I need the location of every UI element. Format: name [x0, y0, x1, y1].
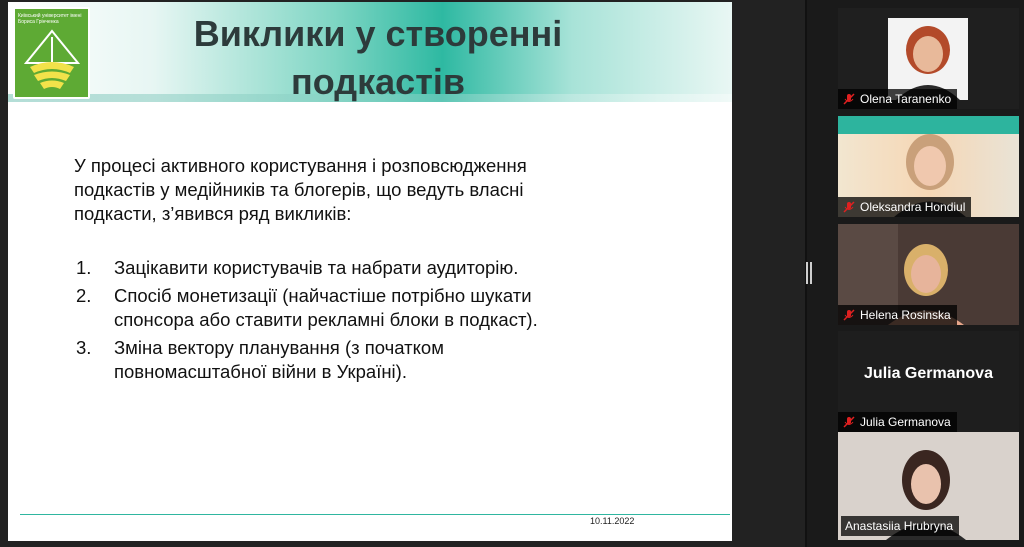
slide-intro-text — [74, 154, 634, 226]
participant-tile[interactable] — [838, 8, 1019, 109]
list-item-text: Спосіб монетизації (найчастіше потрібно шукати — [114, 285, 532, 306]
intro-line: подкастів у медійників та блогерів, що ведуть власні — [74, 179, 524, 200]
slide-title-line-2: подкастів — [291, 61, 465, 102]
participant-name: Oleksandra Hondiul — [860, 200, 966, 214]
intro-line: подкасти, з’явився ряд викликів: — [74, 203, 352, 224]
participants-panel — [812, 0, 1024, 547]
participant-name-tag — [838, 305, 957, 325]
muted-mic-icon — [842, 309, 856, 321]
muted-mic-icon — [842, 93, 856, 105]
intro-line: У процесі активного користування і розповсюдження — [74, 155, 527, 176]
participant-name-tag — [838, 412, 957, 432]
challenges-list — [74, 256, 634, 388]
muted-mic-icon — [842, 416, 856, 428]
university-logo — [13, 7, 90, 99]
slide-title — [148, 10, 608, 106]
list-item-text: Зміна вектору планування (з початком — [114, 337, 444, 358]
list-item-number: 1. — [76, 257, 92, 278]
list-item-text: спонсора або ставити рекламні блоки в подкаст). — [114, 309, 538, 330]
list-item-text: Зацікавити користувачів та набрати аудиторію. — [114, 257, 519, 278]
list-item — [74, 336, 634, 384]
participant-name-tag — [841, 516, 959, 536]
participant-tile[interactable] — [838, 224, 1019, 325]
participant-name: Helena Rosinska — [860, 308, 951, 322]
participant-display-name: Julia Germanova — [864, 365, 993, 382]
participant-name-tag — [838, 197, 971, 217]
list-item-number: 2. — [76, 285, 92, 306]
participant-tile[interactable] — [838, 116, 1019, 217]
list-item-text: повномасштабної війни в Україні). — [114, 361, 407, 382]
participant-name-tag — [838, 89, 957, 109]
slide-footer-line — [20, 514, 730, 515]
participant-name: Olena Taranenko — [860, 92, 952, 106]
participant-name: Anastasiia Hrubryna — [845, 519, 954, 533]
muted-mic-icon — [842, 201, 856, 213]
slide-date: 10.11.2022 — [590, 516, 635, 526]
participant-tile[interactable] — [838, 331, 1019, 432]
participant-name: Julia Germanova — [860, 415, 951, 429]
list-item — [74, 284, 634, 332]
logo-emblem-icon — [20, 27, 84, 93]
list-item-number: 3. — [76, 337, 92, 358]
logo-text: Київський університет імені Бориса Грінченка — [18, 13, 82, 25]
presentation-slide — [8, 2, 732, 541]
resize-grip-bar — [806, 262, 808, 284]
participant-tile-active-speaker[interactable] — [838, 432, 1019, 540]
list-item — [74, 256, 634, 280]
slide-title-line-1: Виклики у створенні — [193, 13, 563, 54]
